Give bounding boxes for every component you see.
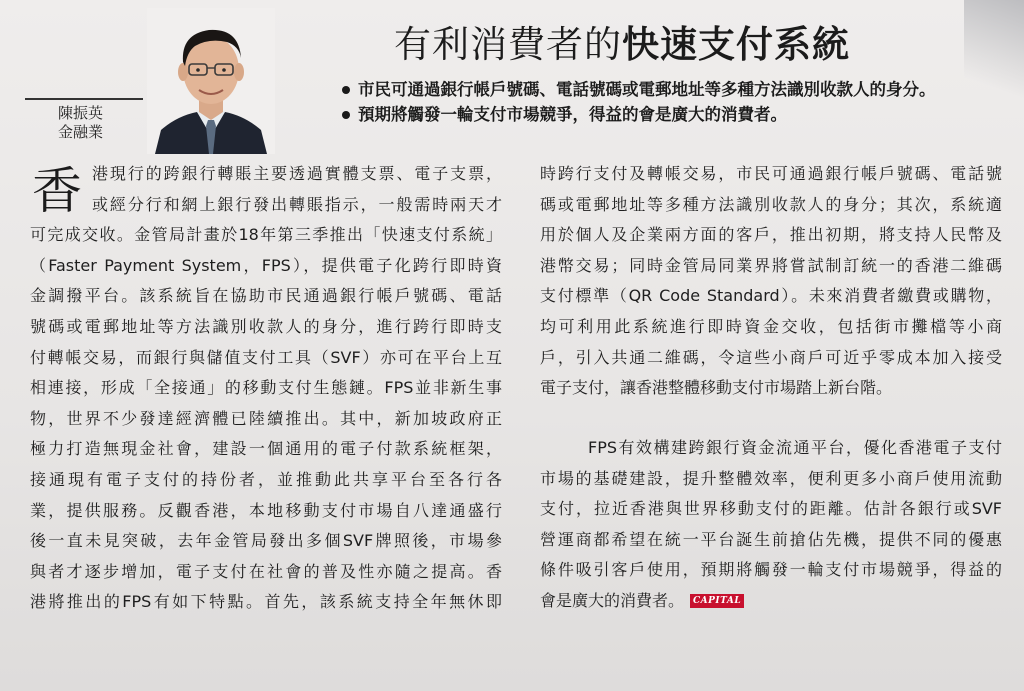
body-line: 物，世界不少發達經濟體已陸續推出。其中，新加坡政府正	[30, 408, 502, 428]
summary-bullets	[340, 80, 1000, 130]
author-photo	[147, 8, 275, 154]
body-line: 付轉帳交易，而銀行與儲值支付工具（SVF）亦可在平台上互	[30, 347, 502, 367]
title-regular: 有利消費者的	[394, 23, 622, 66]
title-bold: 快速支付系統	[622, 23, 850, 66]
body-line-final	[540, 586, 1002, 617]
body-line: 市場的基礎建設，提升整體效率，便利更多小商戶使用流動	[540, 468, 1002, 488]
body-line: 電子支付，讓香港整體移動支付市場踏上新台階。	[540, 378, 893, 398]
body-column-right-top	[540, 159, 1002, 404]
byline-rule	[25, 98, 143, 100]
summary-bullet	[340, 105, 1000, 125]
body-column-right-bottom	[540, 433, 1002, 617]
body-line: （Faster Payment System，FPS），提供電子化跨行即時資	[30, 255, 502, 275]
body-line: 港將推出的FPS有如下特點。首先，該系統支持全年無休即	[30, 592, 502, 612]
end-logo-icon: CAPITAL	[690, 594, 744, 608]
bullet-dot-icon	[342, 111, 350, 119]
body-line: 支付標準（QR Code Standard）。未來消費者繳費或購物，	[540, 286, 1002, 306]
body-line: 後一直未見突破，去年金管局發出多個SVF牌照後，市場參	[30, 531, 502, 551]
body-column-left	[30, 159, 502, 618]
body-line: 號碼或電郵地址等方法識別收款人的身分，進行跨行即時支	[30, 316, 502, 336]
body-line: FPS有效構建跨銀行資金流通平台，優化香港電子支付	[588, 438, 1002, 457]
body-line: 極力打造無現金社會，建設一個通用的電子付款系統框架，	[30, 439, 502, 459]
bullet-text: 預期將觸發一輪支付市場競爭，得益的會是廣大的消費者。	[358, 105, 787, 124]
body-line: 接通現有電子支付的持份者，並推動此共享平台至各行各	[30, 469, 502, 489]
body-line: 戶，引入共通二維碼，令這些小商戶可近乎零成本加入接受	[540, 347, 1002, 367]
summary-bullet	[340, 80, 1000, 100]
body-line: 用於個人及企業兩方面的客戶，推出初期，將支持人民幣及	[540, 225, 1002, 245]
author-name: 陳振英	[58, 104, 104, 122]
body-line: 與者才逐步增加，電子支付在社會的普及性亦隨之提高。香	[30, 561, 502, 581]
body-line: 相連接，形成「全接通」的移動支付生態鏈。FPS並非新生事	[30, 378, 502, 398]
body-line: 業，提供服務。反觀香港，本地移動支付市場自八達通盛行	[30, 500, 502, 520]
author-role: 金融業	[58, 123, 104, 141]
body-line-text: 會是廣大的消費者。	[540, 590, 685, 610]
author-byline	[58, 104, 138, 142]
bullet-dot-icon	[342, 86, 350, 94]
body-line: 港幣交易；同時金管局同業界將嘗試制訂統一的香港二維碼	[540, 255, 1002, 275]
body-line: 支付，拉近香港與世界移動支付的距離。估計各銀行或SVF	[540, 499, 1002, 519]
body-line: 或經分行和網上銀行發出轉賬指示，一般需時兩天才	[92, 194, 502, 214]
bullet-text: 市民可通過銀行帳戶號碼、電話號碼或電郵地址等多種方法識別收款人的身分。	[358, 80, 936, 99]
body-line: 碼或電郵地址等多種方法識別收款人的身分；其次，系統適	[540, 194, 1002, 214]
body-line: 條件吸引客戶使用，預期將觸發一輪支付市場競爭，得益的	[540, 560, 1002, 580]
body-line: 營運商都希望在統一平台誕生前搶佔先機，提供不同的優惠	[540, 529, 1002, 549]
body-line: 可完成交收。金管局計畫於18年第三季推出「快速支付系統」	[30, 225, 502, 245]
body-line: 港現行的跨銀行轉賬主要透過實體支票、電子支票，	[92, 164, 502, 183]
body-line: 均可利用此系統進行即時資金交收，包括街市攤檔等小商	[540, 316, 1002, 336]
body-line: 金調撥平台。該系統旨在協助市民通過銀行帳戶號碼、電話	[30, 286, 502, 306]
drop-cap: 香	[32, 162, 82, 220]
body-line: 時跨行支付及轉帳交易，市民可通過銀行帳戶號碼、電話號	[540, 164, 1002, 183]
article-title	[394, 22, 954, 68]
